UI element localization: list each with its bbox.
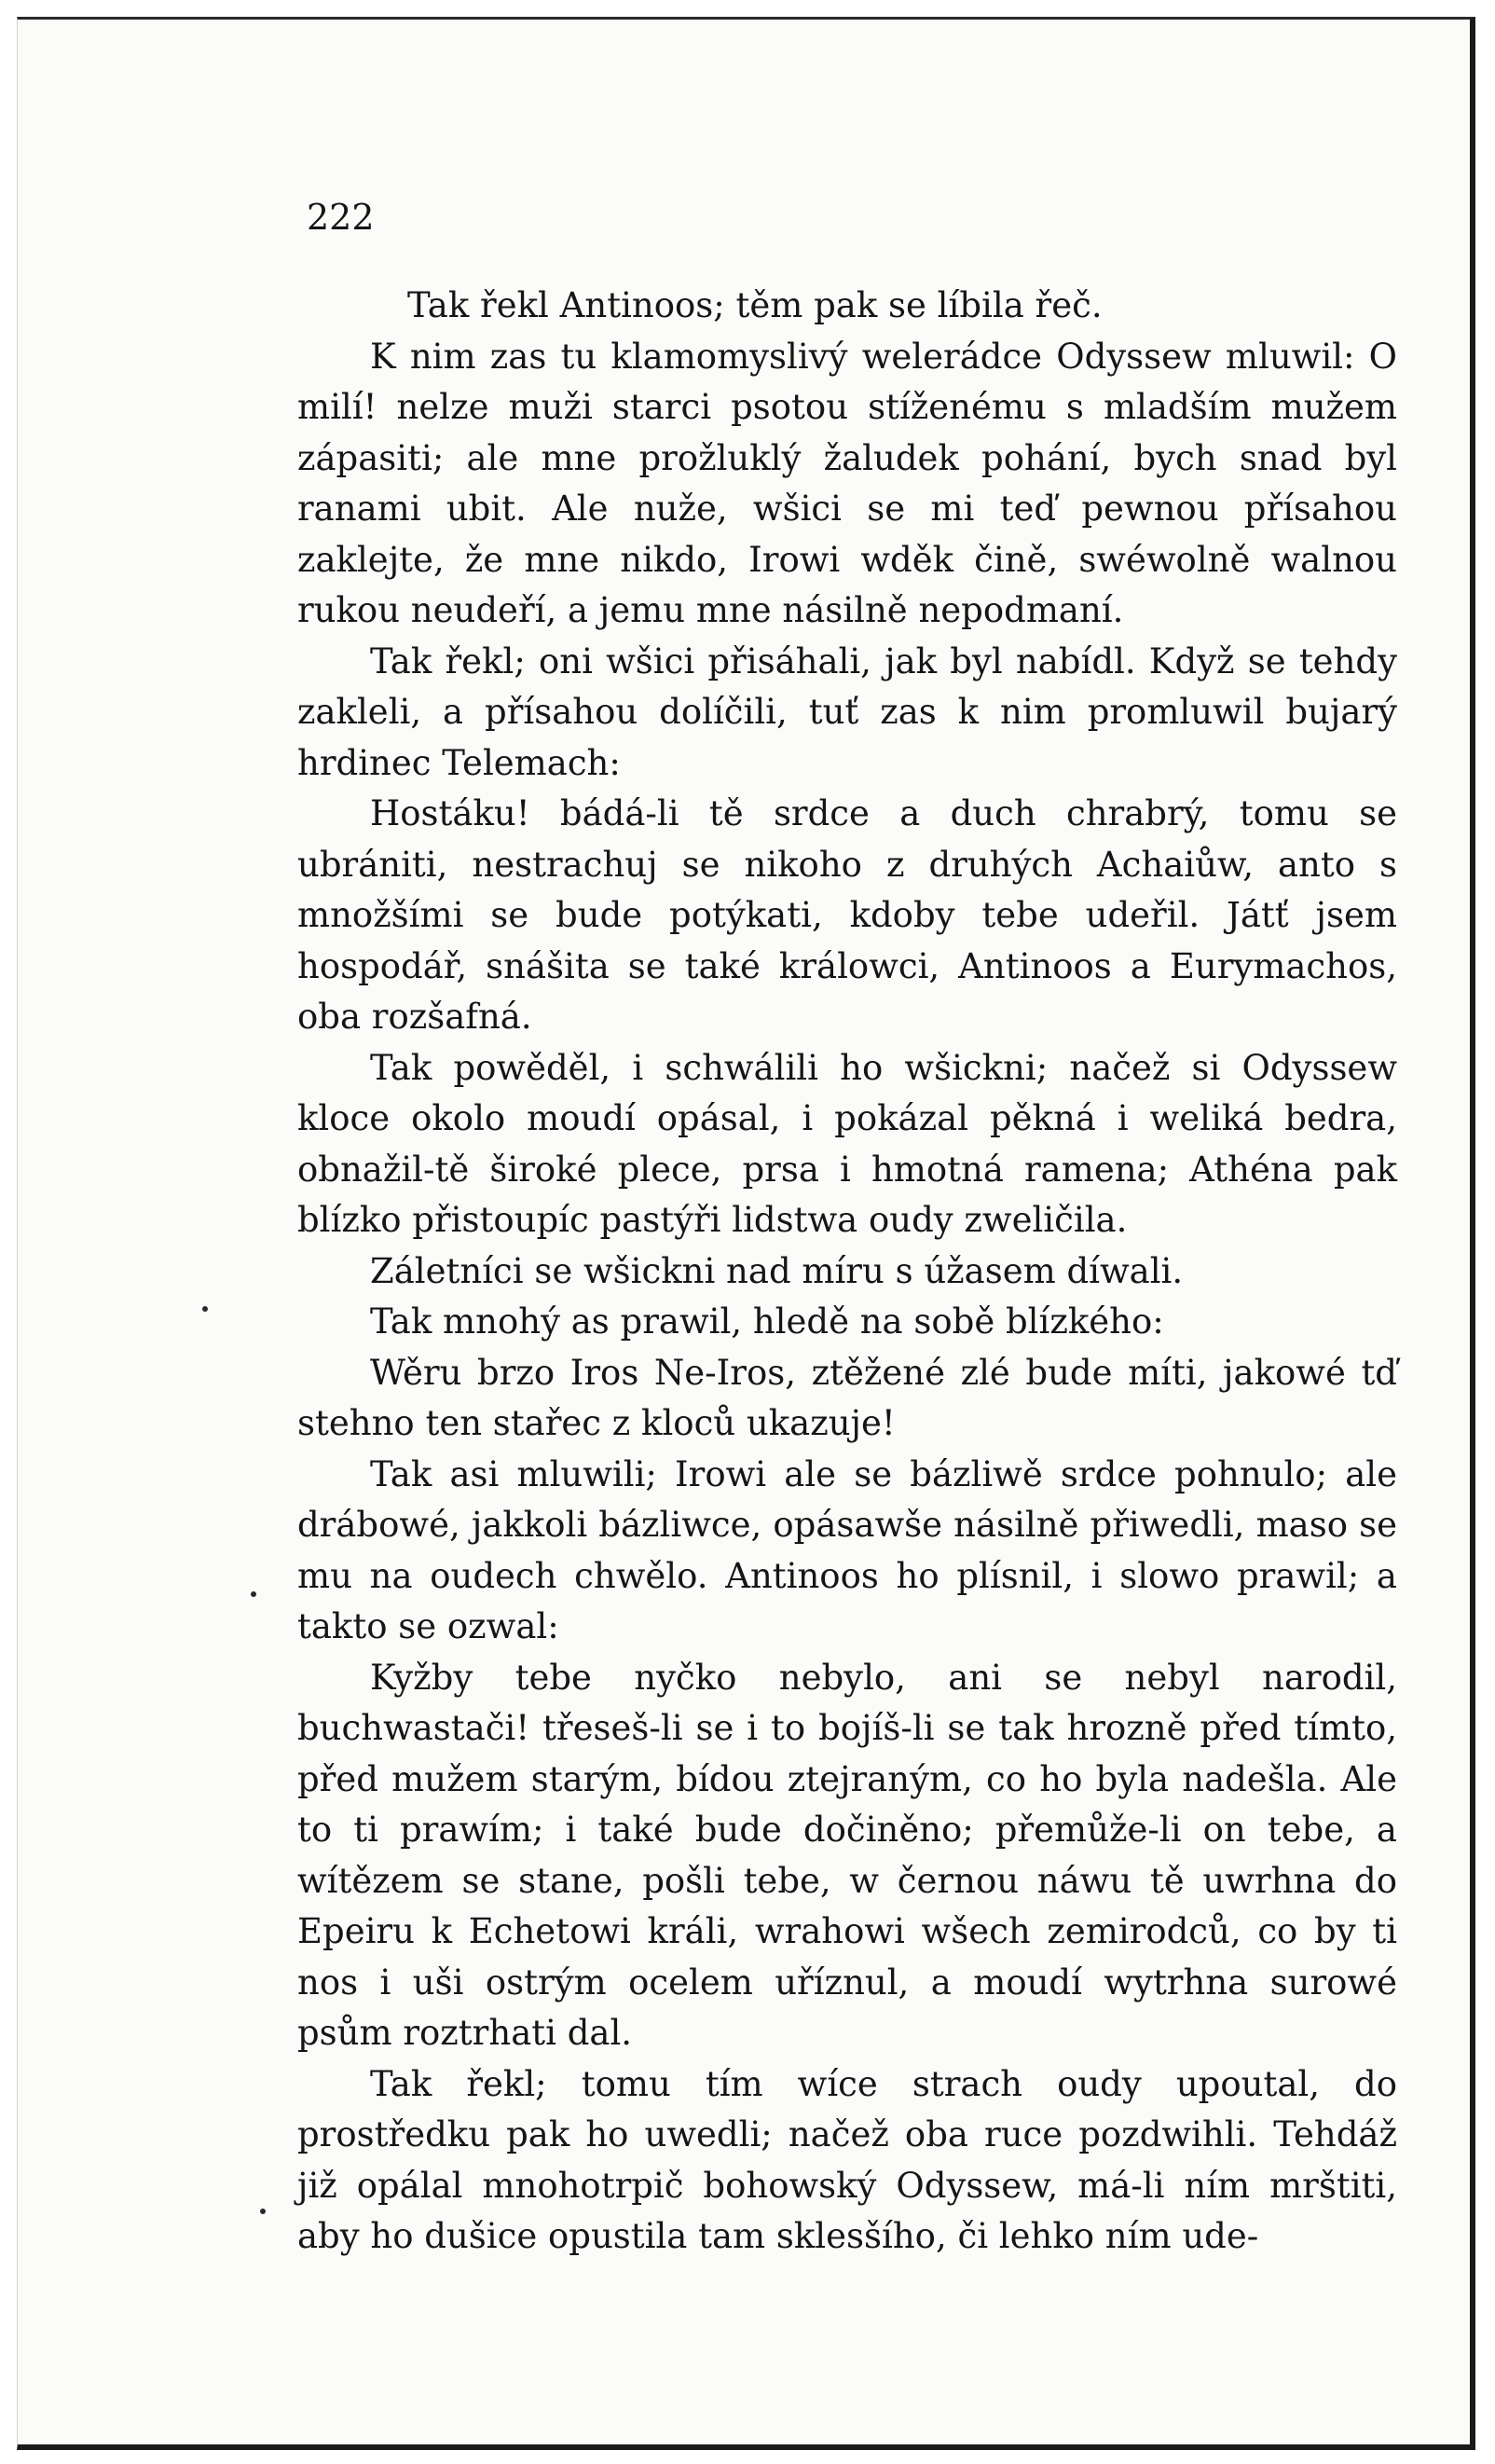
paragraph: Kyžby tebe nyčko nebylo, ani se nebyl narodil, buchwastači! třeseš-li se i to bojíš-li se tak hrozně před tímto, před mužem starým, bídou ztejraným, co ho byla nadešla. Ale to ti prawím; i také bude dočiněno; přemůže-li on tebe, a wítězem se stane, pošli tebe, w černou náwu tě uwrhna do Epeiru k Echetowi králi, wrahowi wšech zemirodců, co by ti nos i uši ostrým ocelem uříznul, a moudí wytrhna surowé psům roztrhati dal. bbox=[297, 1657, 1397, 2053]
paragraph: Tak mnohý as prawil, hledě na sobě blízkého: bbox=[370, 1301, 1164, 1342]
body-text bbox=[297, 281, 1397, 2263]
scan-speck bbox=[202, 1306, 208, 1312]
paragraph: Tak řekl; oni wšici přisáhali, jak byl nabídl. Když se tehdy zakleli, a přísahou dolíčili, tuť zas k nim promluwil bujarý hrdinec Telemach: bbox=[297, 640, 1397, 783]
paragraph: Záletníci se wšickni nad míru s úžasem díwali. bbox=[370, 1250, 1184, 1291]
paragraph: Hostáku! bádá-li tě srdce a duch chrabrý, tomu se ubrániti, nestrachuj se nikoho z druhých Achaiůw, anto s množšími se bude potýkati, kdoby tebe udeřil. Játť jsem hospodář, snášita se také králowci, Antinoos a Eurymachos, oba rozšafná. bbox=[297, 793, 1397, 1037]
paragraph: Wěru brzo Iros Ne-Iros, ztěžené zlé bude míti, jakowé tď stehno ten stařec z kloců ukazuje! bbox=[297, 1352, 1397, 1443]
paragraph: Tak řekl Antinoos; těm pak se líbila řeč. bbox=[407, 285, 1103, 325]
scan-speck bbox=[251, 1591, 256, 1597]
page-number: 222 bbox=[307, 197, 375, 238]
paragraph: Tak asi mluwili; Irowi ale se bázliwě srdce pohnulo; ale drábowé, jakkoli bázliwce, opásawše násilně přiwedli, maso se mu na oudech chwělo. Antinoos ho plísnil, i slowo prawil; a takto se ozwal: bbox=[297, 1453, 1397, 1646]
scanned-page bbox=[17, 17, 1475, 2450]
scan-speck bbox=[260, 2209, 266, 2214]
paragraph: K nim zas tu klamomyslivý welerádce Odyssew mluwil: O milí! nelze muži starci psotou stíženému s mladším mužem zápasiti; ale mne prožluklý žaludek pohání, bych snad byl ranami ubit. Ale nuže, wšici se mi teď pewnou přísahou zaklejte, že mne nikdo, Irowi wděk čině, swéwolně walnou rukou neudeří, a jemu mne násilně nepodmaní. bbox=[297, 336, 1397, 630]
paragraph: Tak řekl; tomu tím wíce strach oudy upoutal, do prostředku pak ho uwedli; načež oba ruce pozdwihli. Tehdáž již opálal mnohotrpič bohowský Odyssew, má-li ním mrštiti, aby ho dušice opustila tam sklesšího, či lehko ním ude- bbox=[297, 2063, 1397, 2256]
paragraph: Tak powěděl, i schwálili ho wšickni; načež si Odyssew kloce okolo moudí opásal, i pokázal pěkná i weliká bedra, obnažil-tě široké plece, prsa i hmotná ramena; Athéna pak blízko přistoupíc pastýři lidstwa oudy zweličila. bbox=[297, 1047, 1397, 1240]
